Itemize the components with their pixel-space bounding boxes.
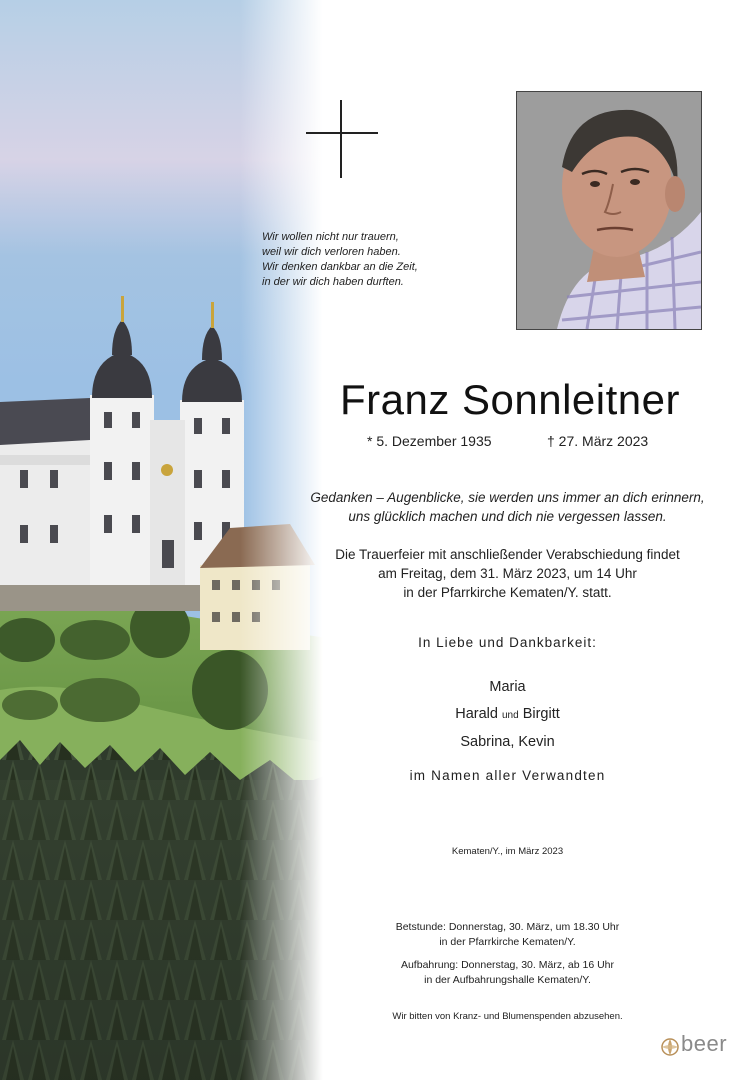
viewing-location: in der Aufbahrungshalle Kematen/Y. (424, 974, 591, 986)
poem-line: weil wir dich verloren haben. (262, 246, 401, 258)
death-date: † 27. März 2023 (547, 433, 649, 449)
ceremony-schedule (300, 920, 715, 988)
place-and-date: Kematen/Y., im März 2023 (451, 846, 564, 857)
memorial-poem (262, 230, 502, 290)
service-line: Die Trauerfeier mit anschließender Verabschiedung findet (335, 547, 680, 562)
family-line: Sabrina, Kevin (460, 734, 555, 750)
poem-line: in der wir dich haben durften. (262, 276, 404, 288)
service-line: am Freitag, dem 31. März 2023, um 14 Uhr (378, 566, 637, 581)
logo-mark-icon (660, 1037, 680, 1057)
family-line (300, 701, 715, 729)
quote-line: Gedanken – Augenblicke, sie werden uns immer an dich erinnern, (310, 490, 705, 505)
relatives-line: im Namen aller Verwandten (409, 768, 606, 783)
portrait-image (517, 92, 701, 329)
deceased-name: Franz Sonnleitner (339, 376, 680, 423)
family-members (300, 674, 715, 756)
memorial-quote (280, 488, 735, 526)
family-conjunction: und (501, 710, 519, 721)
viewing-line: Aufbahrung: Donnerstag, 30. März, ab 16 Uhr (400, 959, 615, 971)
poem-line: Wir denken dankbar an die Zeit, (262, 261, 418, 273)
love-heading: In Liebe und Dankbarkeit: (418, 635, 597, 650)
portrait-photo (516, 91, 702, 330)
quote-line: uns glücklich machen und dich nie vergessen lassen. (348, 509, 667, 524)
logo-text: beer (681, 1031, 728, 1056)
latin-cross-icon (306, 100, 378, 180)
family-line: Maria (489, 679, 526, 695)
prayer-hour-location: in der Pfarrkirche Kematen/Y. (439, 936, 576, 948)
prayer-hour-line: Betstunde: Donnerstag, 30. März, um 18.30 Uhr (395, 921, 620, 933)
funeral-service-info (300, 545, 715, 602)
service-line: in der Pfarrkirche Kematen/Y. statt. (403, 585, 612, 600)
no-flowers-note: Wir bitten von Kranz- und Blumenspenden abzusehen. (392, 1011, 623, 1022)
beer-logo-icon (660, 1031, 730, 1060)
poem-line: Wir wollen nicht nur trauern, (262, 231, 399, 243)
family-member: Birgitt (522, 706, 560, 722)
birth-date: * 5. Dezember 1935 (367, 433, 492, 449)
family-member: Harald (455, 706, 498, 722)
